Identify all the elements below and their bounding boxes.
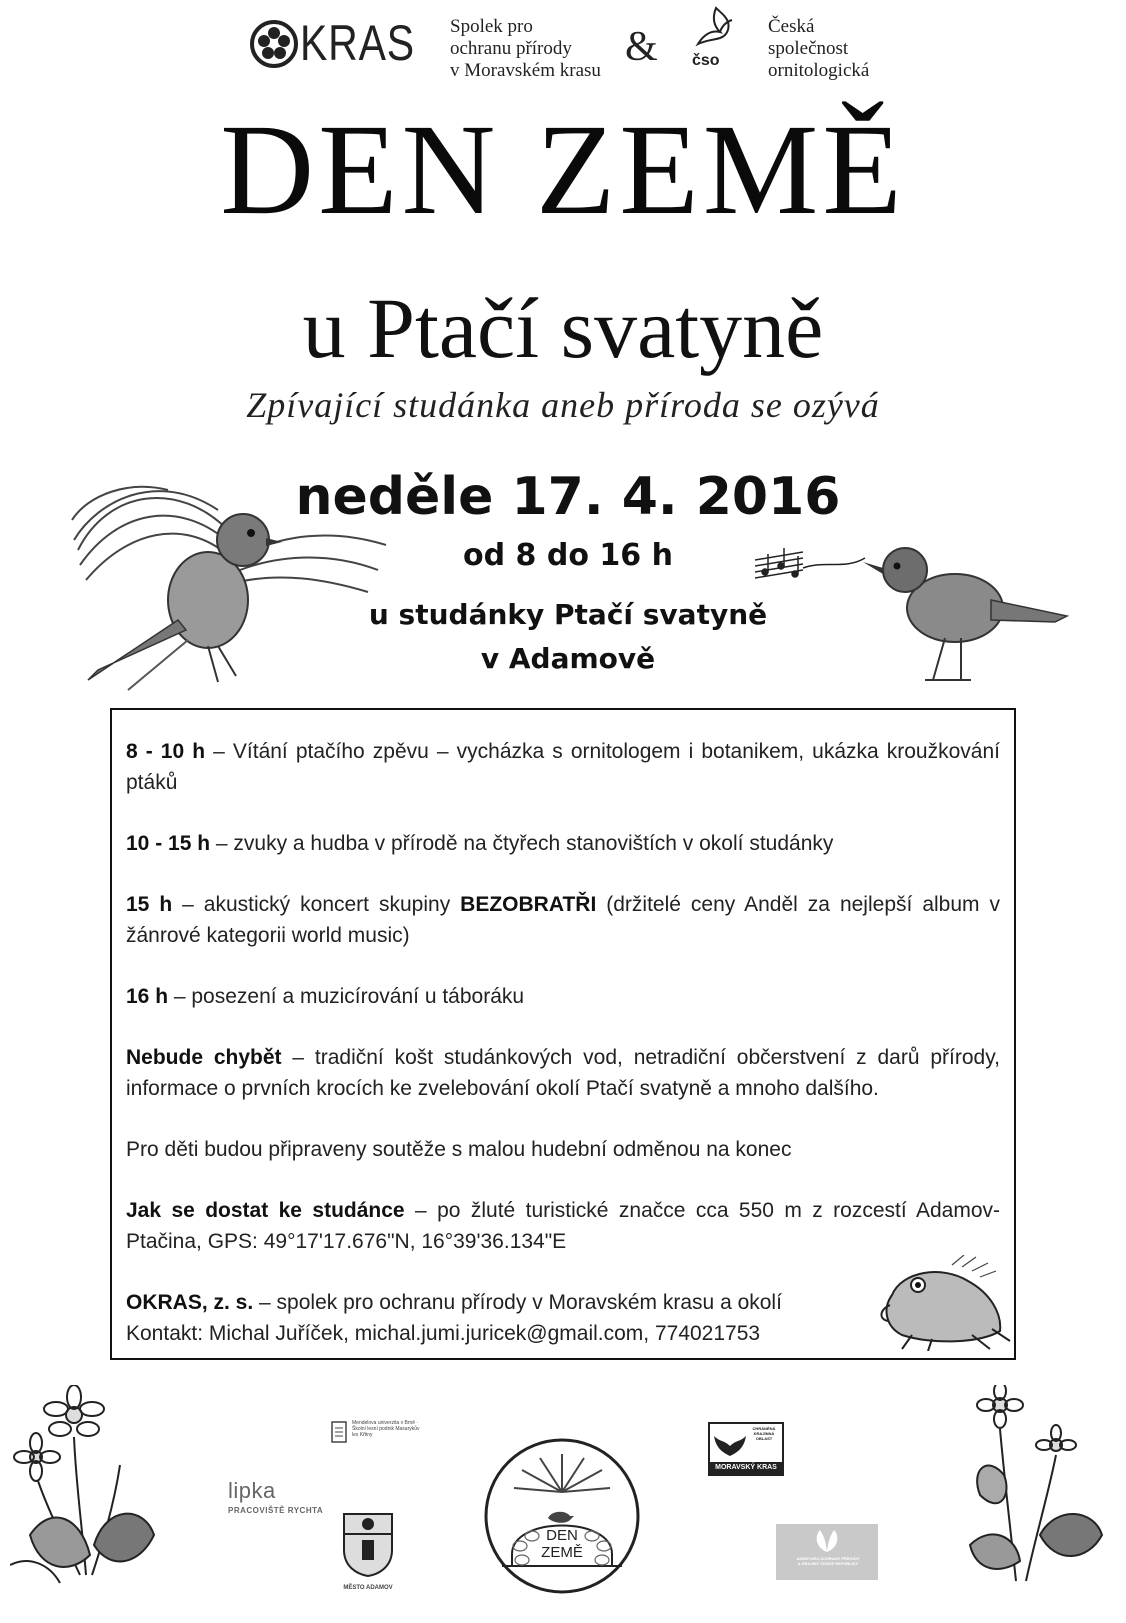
den-zeme-logo-line: DEN (546, 1527, 578, 1544)
cso-description (768, 16, 869, 82)
ampersand: & (625, 24, 658, 70)
program-item (126, 1042, 1000, 1104)
aopk-leaf-icon (812, 1528, 842, 1554)
program-item-lead: Jak se dostat ke studánce (126, 1199, 405, 1222)
contact-block (126, 1287, 1000, 1349)
tagline: Zpívající studánka aneb příroda se ozývá (246, 385, 880, 425)
okras-desc-line: v Moravském krasu (450, 60, 601, 81)
program-item-text: (držitelé ceny Anděl za nejlepší album v žánrové kategorii world music) (126, 893, 1000, 947)
program-item (126, 736, 1000, 798)
okras-flower-icon (250, 20, 298, 68)
cso-desc-line: Česká (768, 16, 815, 37)
mendel-text: Mendelova univerzita v Brně · Školní lesní podnik Masarykův les Křtiny (352, 1420, 420, 1438)
program-item-text: – akustický koncert skupiny (172, 893, 461, 916)
program-item-text: – po žluté turistické značce cca 550 m z rozcestí Adamov-Ptačina, GPS: 49°17'17.676"N, 16°39'36.134"E (126, 1199, 1000, 1253)
page-title: DEN ZEMĚ (220, 98, 906, 242)
okras-desc-line: Spolek pro (450, 16, 533, 37)
program-item-text: Pro děti budou připraveny soutěže s malou hudební odměnou na konec (126, 1138, 792, 1161)
program-item-lead: 15 h (126, 893, 173, 916)
header (0, 0, 1126, 100)
cso-abbreviation: čso (692, 52, 720, 69)
hepatica-flower-icon (10, 1385, 160, 1590)
aopk-label: AGENTURA OCHRANY PŘÍRODY A KRAJINY ČESKÉ REPUBLIKY (796, 1556, 860, 1566)
bat-icon (712, 1428, 748, 1462)
event-place: u studánky Ptačí svatyně (368, 598, 768, 631)
dove-icon (692, 4, 734, 52)
chko-moravsky-kras-logo (708, 1422, 784, 1476)
program-item (126, 828, 1000, 859)
program-item (126, 889, 1000, 951)
cso-desc-line: společnost (768, 38, 849, 59)
contact-line: Kontakt: Michal Juříček, michal.jumi.juricek@gmail.com, 774021753 (126, 1322, 761, 1345)
cso-logo (688, 4, 738, 74)
program-item-lead: 16 h (126, 985, 169, 1008)
program-item (126, 1195, 1000, 1257)
okras-desc-line: ochranu přírody (450, 38, 572, 59)
lipka-subtitle: PRACOVIŠTĚ RYCHTA (228, 1506, 324, 1515)
mesto-adamov-logo (340, 1510, 396, 1591)
event-time: od 8 do 16 h (463, 538, 673, 573)
cso-desc-line: ornitologická (768, 60, 870, 81)
okras-wordmark: KRAS (300, 15, 415, 71)
frog-icon (872, 1255, 1012, 1351)
contact-org: OKRAS, z. s. (126, 1291, 254, 1314)
chko-name: MORAVSKÝ KRAS (710, 1462, 782, 1474)
event-date: neděle 17. 4. 2016 (295, 467, 841, 527)
program-item (126, 981, 1000, 1012)
band-name: BEZOBRATŘI (460, 893, 597, 916)
program-item-text: – posezení a muzicírování u táboráku (168, 985, 525, 1008)
program-item-text: – Vítání ptačího zpěvu – vycházka s ornitologem i botanikem, ukázka kroužkování ptáků (126, 740, 1000, 794)
program-item-text: – zvuky a hudba v přírodě na čtyřech stanovištích v okolí studánky (210, 832, 834, 855)
okras-description (450, 16, 601, 82)
hepatica-flower-icon (960, 1385, 1110, 1590)
university-emblem-icon (330, 1420, 348, 1444)
lipka-logo (228, 1478, 328, 1515)
den-zeme-logo-line: ZEMĚ (541, 1544, 583, 1561)
program-item-lead: Nebude chybět (126, 1046, 282, 1069)
page-subtitle: u Ptačí svatyně (302, 280, 824, 376)
chko-label: CHRÁNĚNÁ KRAJINNÁ OBLAST (752, 1426, 776, 1441)
program-item-lead: 8 - 10 h (126, 740, 206, 763)
mendel-university-logo (330, 1420, 420, 1450)
program-item-lead: 10 - 15 h (126, 832, 211, 855)
event-place-town: v Adamově (480, 642, 656, 675)
den-zeme-logo (482, 1436, 642, 1596)
coat-of-arms-icon (340, 1510, 396, 1578)
aopk-logo (776, 1524, 878, 1580)
mesto-adamov-label: MĚSTO ADAMOV (343, 1585, 393, 1591)
program-item (126, 1134, 1000, 1165)
contact-org-text: – spolek pro ochranu přírody v Moravském krasu a okolí (253, 1291, 782, 1314)
program-item-text: – tradiční košt studánkových vod, netradiční občerstvení z darů přírody, informace o prvních krocích ke zvelebování okolí Ptačí svatyně a mnoho dalšího. (126, 1046, 1000, 1100)
lipka-name: lipka (228, 1478, 276, 1503)
program-box (110, 708, 1016, 1360)
